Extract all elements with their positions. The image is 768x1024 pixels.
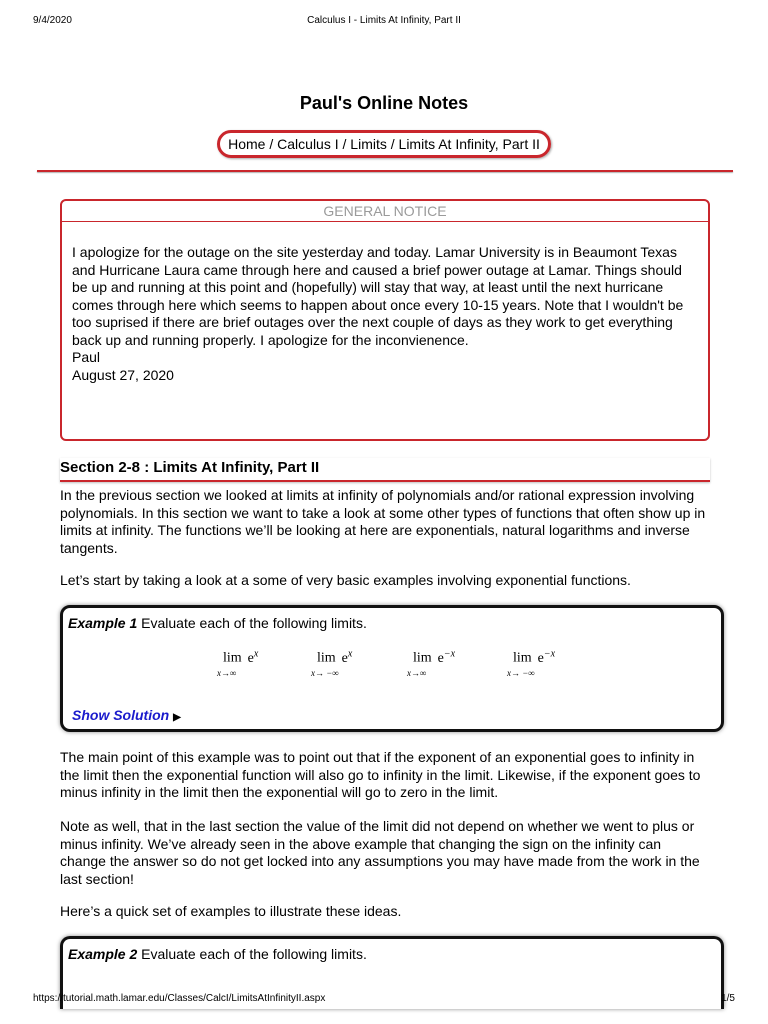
intro-paragraph: In the previous section we looked at limits at infinity of polynomials and/or rational expression involving polynomials. In this section we want to take a look at some other types of functions that often show up in limits at infinity. The functions we’ll be looking at here are exponentials, natural logarithms and inverse tangents. [60, 487, 706, 556]
section-heading: Section 2-8 : Limits At Infinity, Part II [60, 458, 710, 482]
notice-date: August 27, 2020 [72, 366, 174, 383]
example-1-text: Evaluate each of the following limits. [137, 615, 367, 631]
limit-expression: $\lim e^x$ x→ −∞ [311, 648, 353, 678]
expand-arrow-icon: ▶ [173, 712, 181, 723]
main-point-paragraph: The main point of this example was to point out that if the exponent of an exponential goes to infinity in the limit then the exponential function will also go to infinity in the limit. Likewise, if the exponent goes to minus infinity in the limit then the exponential will go to zero in the limit. [60, 749, 701, 800]
example-2-label: Example 2 [68, 946, 138, 962]
print-date: 9/4/2020 [33, 15, 72, 26]
header-divider [37, 170, 733, 172]
example-1-box [60, 605, 724, 732]
breadcrumb-separator: / [386, 136, 399, 152]
breadcrumb-separator: / [338, 136, 351, 152]
print-header [0, 15, 768, 29]
breadcrumb-calculus-i[interactable]: Calculus I [277, 136, 339, 152]
notice-body [62, 222, 708, 384]
limit-expression: $\lim e^x$ x→∞ [217, 648, 259, 678]
show-solution-label: Show Solution [72, 707, 170, 723]
show-solution-button[interactable] [72, 707, 181, 723]
notice-title: GENERAL NOTICE [62, 201, 708, 222]
breadcrumb-current: Limits At Infinity, Part II [398, 136, 540, 152]
example-2-text: Evaluate each of the following limits. [137, 946, 367, 962]
print-title: Calculus I - Limits At Infinity, Part II [307, 15, 461, 26]
breadcrumb-separator: / [265, 136, 278, 152]
page-url: https://tutorial.math.lamar.edu/Classes/CalcI/LimitsAtInfinityII.aspx [33, 993, 326, 1004]
example-1-limits [63, 648, 721, 688]
limit-expression: $\lim e^{-x}$ x→∞ [407, 648, 456, 678]
notice-text: I apologize for the outage on the site yesterday and today. Lamar University is in Beaumont Texas and Hurricane Laura came through here and caused a brief power outage at Lamar. Things should be up and running at this point and (hopefully) will stay that way, at least until the next hurricane comes through here which seems to happen about once every 10-15 years. Note that I wouldn't be too suprised if there are brief outages over the next couple of days as they work to get everything back up and running properly. I apologize for the inconvienence. [72, 244, 684, 348]
notice-signature: Paul [72, 349, 101, 365]
limit-expression: $\lim e^{-x}$ x→ −∞ [507, 648, 556, 678]
example-1-label: Example 1 [68, 615, 138, 631]
quick-set-paragraph: Here’s a quick set of examples to illustrate these ideas. [60, 903, 402, 919]
print-footer [0, 993, 768, 1007]
breadcrumb-container [0, 130, 768, 158]
start-paragraph: Let’s start by taking a look at a some of very basic examples involving exponential functions. [60, 572, 631, 588]
breadcrumb-home[interactable]: Home [228, 136, 266, 152]
breadcrumb [217, 130, 551, 158]
example-2-statement [68, 946, 367, 962]
site-title[interactable]: Paul's Online Notes [299, 93, 469, 113]
page-number: 1/5 [721, 993, 735, 1004]
general-notice [60, 199, 710, 441]
example-1-statement [68, 615, 367, 631]
breadcrumb-limits[interactable]: Limits [350, 136, 387, 152]
note-paragraph: Note as well, that in the last section the value of the limit did not depend on whether we went to plus or minus infinity. We’ve already seen in the above example that changing the sign on the infinity can change the answer so do not get locked into any assumptions you may have made from the work in the last section! [60, 818, 700, 887]
